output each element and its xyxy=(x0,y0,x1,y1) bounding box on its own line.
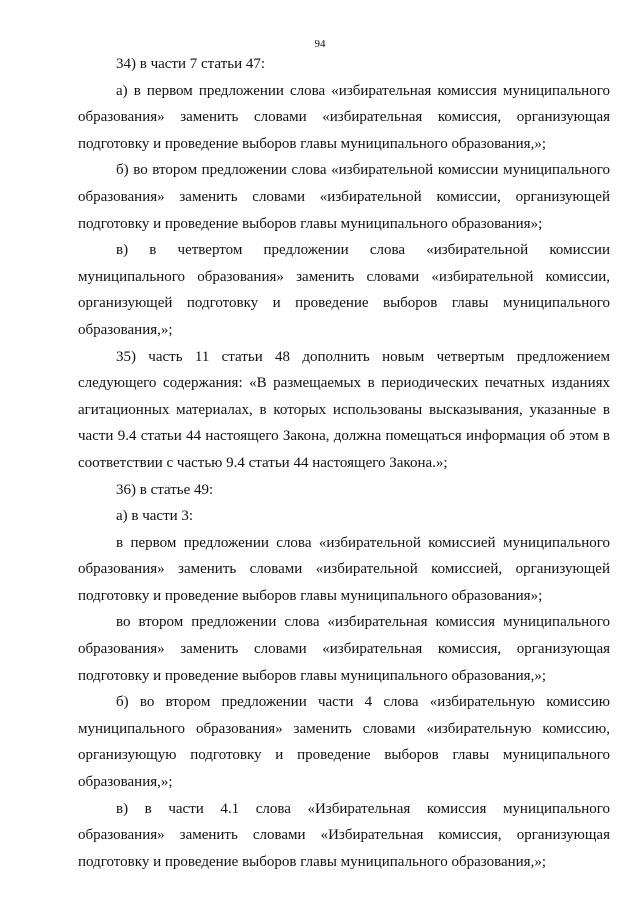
paragraph-subitem-v-part-4-1: в) в части 4.1 слова «Избирательная комиссия муниципального образования» заменить словами «Избирательная комиссия, организующая подготовку и проведение выборов главы муниципального образования,»; xyxy=(78,800,610,870)
paragraph-first-sentence: в первом предложении слова «избирательной комиссией муниципального образования» заменить словами «избирательной комиссией, организующей подготовку и проведение выборов главы муниципального образования»; xyxy=(78,534,610,604)
paragraph-subitem-v: в) в четвертом предложении слова «избирательной комиссии муниципального образования» заменить словами «избирательной комиссии, организующей подготовку и проведение выборов главы муниципального образования,»; xyxy=(78,242,610,338)
paragraph-subitem-b-part-4: б) во втором предложении части 4 слова «избирательную комиссию муниципального образования» заменить словами «избирательную комиссию, организующую подготовку и проведение выборов главы муниципального образования,»; xyxy=(78,694,610,791)
paragraph-item-35: 35) часть 11 статьи 48 дополнить новым четвертым предложением следующего содержания: «В размещаемых в периодических печатных изданиях агитационных материалах, в которых использованы высказывания, указанные в части 9.4 статьи 44 настоящего Закона, должна помещаться информация об этом в соответствии с частью 9.4 статьи 44 настоящего Закона.»; xyxy=(78,348,610,471)
document-body xyxy=(78,51,610,875)
paragraph-second-sentence: во втором предложении слова «избирательная комиссия муниципального образования» заменить словами «избирательная комиссия, организующая подготовку и проведение выборов главы муниципального образования,»; xyxy=(78,614,610,684)
paragraph-subitem-a: а) в первом предложении слова «избирательная комиссия муниципального образования» заменить словами «избирательная комиссия, организующая подготовку и проведение выборов главы муниципального образования,»; xyxy=(78,82,610,152)
paragraph-subitem-b: б) во втором предложении слова «избирательной комиссии муниципального образования» заменить словами «избирательной комиссии, организующей подготовку и проведение выборов главы муниципального образования»; xyxy=(78,162,610,232)
paragraph-subitem-a-part-3: а) в части 3: xyxy=(116,508,194,525)
paragraph-item-36: 36) в статье 49: xyxy=(116,481,214,498)
paragraph-item-34: 34) в части 7 статьи 47: xyxy=(116,56,266,72)
page-number: 94 xyxy=(314,38,326,50)
